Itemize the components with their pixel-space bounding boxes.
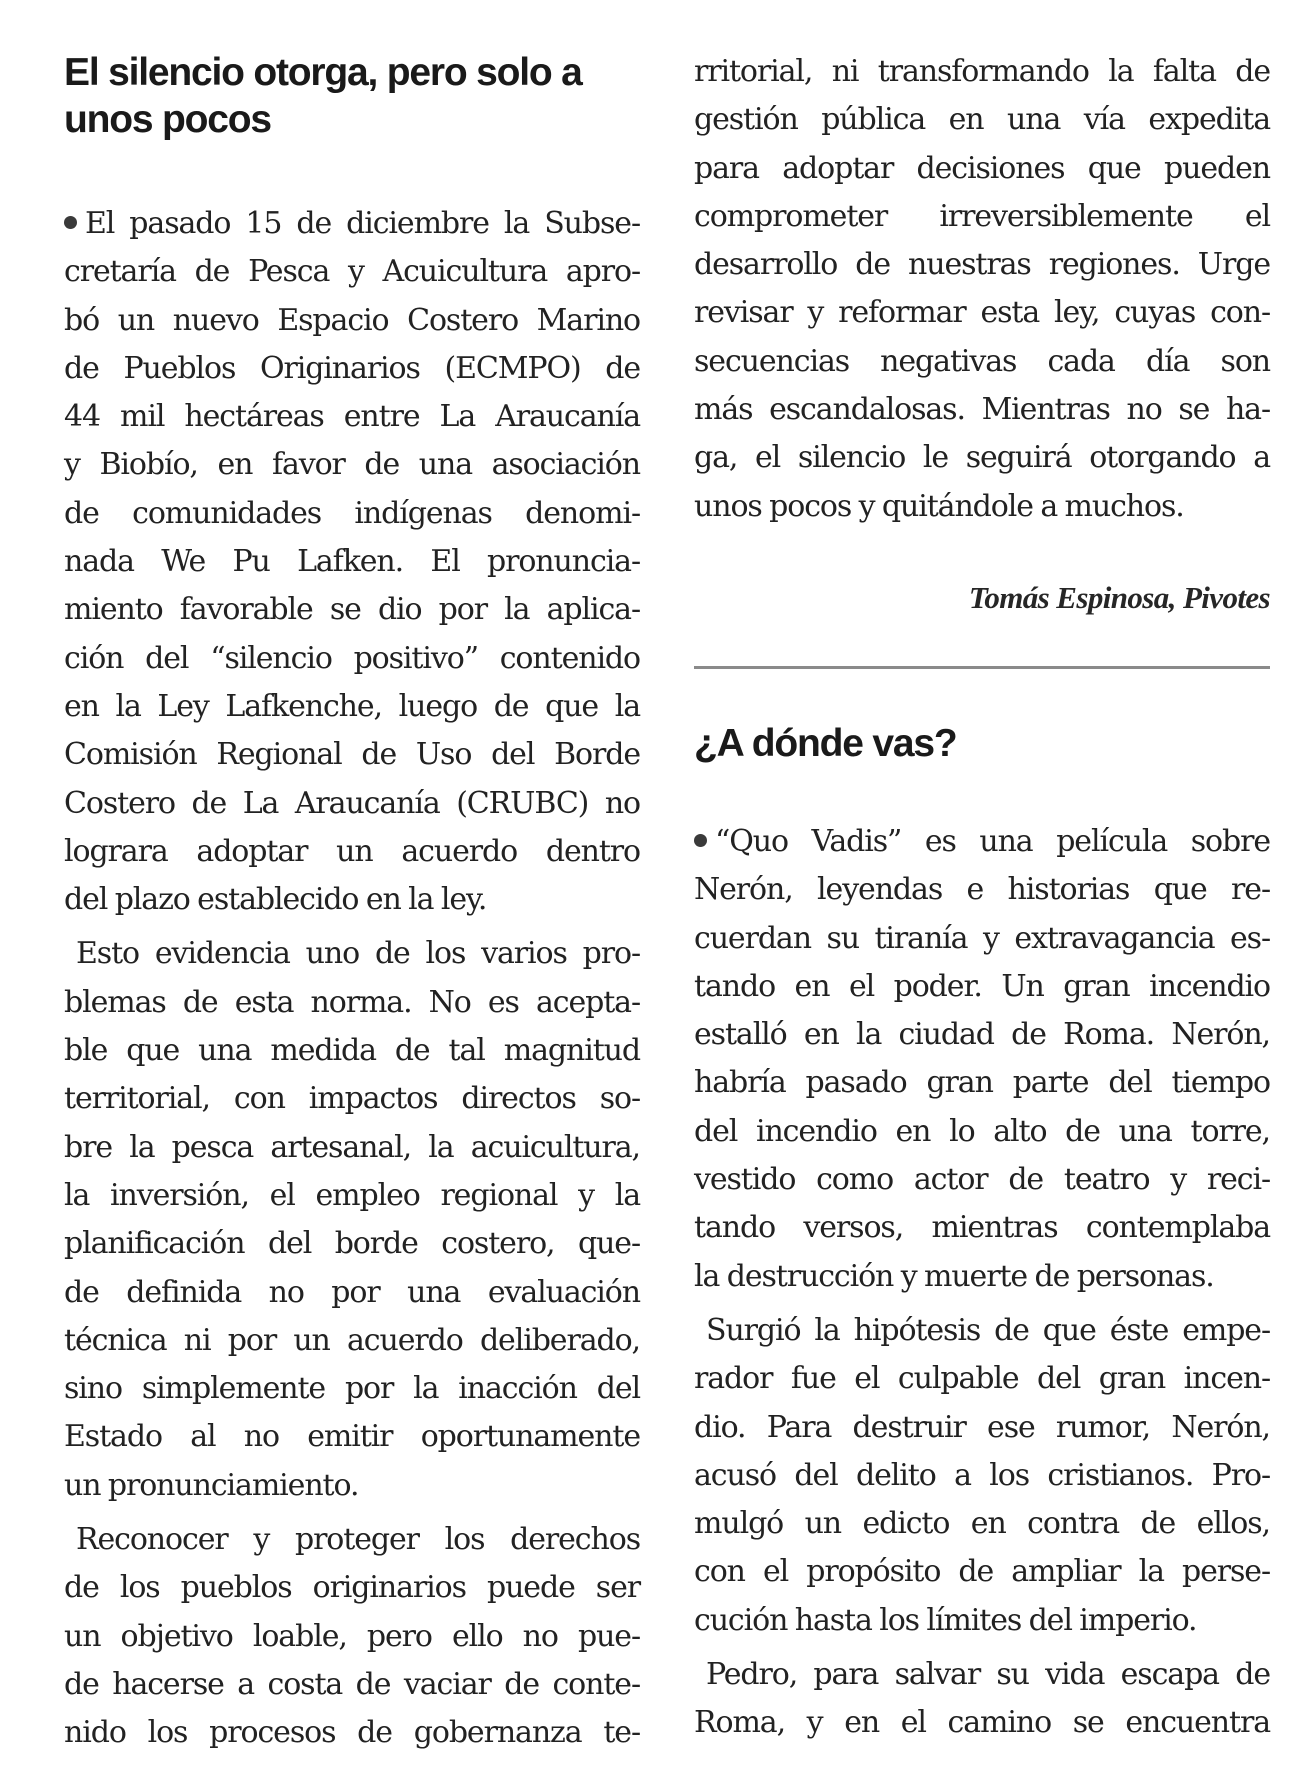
bullet-icon xyxy=(694,834,707,847)
text-line: ble que una medida de tal magnitud xyxy=(64,1033,640,1069)
article-2-paragraph-3 xyxy=(694,1651,1270,1748)
text-line: vestido como actor de teatro y reci- xyxy=(694,1162,1270,1198)
text-line: ga, el silencio le seguirá otorgando a xyxy=(694,440,1270,476)
text-line: miento favorable se dio por la aplica- xyxy=(64,592,640,628)
text-line: habría pasado gran parte del tiempo xyxy=(694,1065,1270,1101)
text-line: Costero de La Araucanía (CRUBC) no xyxy=(64,785,640,821)
text-line: de Pueblos Originarios (ECMPO) de xyxy=(64,350,640,386)
text-line: un pronunciamiento. xyxy=(64,1467,359,1503)
text-line: del incendio en lo alto de una torre, xyxy=(694,1113,1270,1149)
text-line: revisar y reformar esta ley, cuyas con- xyxy=(694,295,1270,331)
article-divider xyxy=(694,666,1270,669)
text-line: y Biobío, en favor de una asociación xyxy=(64,447,640,483)
text-line: comprometer irreversiblemente el xyxy=(694,198,1270,234)
text-line: bó un nuevo Espacio Costero Marino xyxy=(64,302,640,338)
text-line: ción del “silencio positivo” contenido xyxy=(64,640,640,676)
text-line: lograra adoptar un acuerdo dentro xyxy=(64,833,640,869)
text-line: secuencias negativas cada día son xyxy=(694,343,1270,379)
text-line: Roma, y en el camino se encuentra xyxy=(694,1705,1270,1741)
text-line: de comunidades indígenas denomi- xyxy=(64,495,640,531)
article-2-paragraph-1 xyxy=(694,818,1270,1301)
article-1-body xyxy=(64,200,640,1758)
article-1-paragraph-1 xyxy=(64,200,640,924)
text-line: sino simplemente por la inacción del xyxy=(64,1371,640,1407)
text-line: Comisión Regional de Uso del Borde xyxy=(64,737,640,773)
text-line: territorial, con impactos directos so- xyxy=(64,1081,640,1117)
article-1-headline xyxy=(64,49,640,143)
text-line: para adoptar decisiones que pueden xyxy=(694,150,1270,186)
article-2-paragraph-2 xyxy=(694,1307,1270,1645)
article-1-paragraph-3 xyxy=(64,1516,640,1757)
text-line: mulgó un edicto en contra de ellos, xyxy=(694,1506,1270,1542)
article-2-headline: ¿A dónde vas? xyxy=(694,722,957,765)
text-line: gestión pública en una vía expedita xyxy=(694,102,1270,138)
text-line: en la Ley Lafkenche, luego de que la xyxy=(64,688,640,724)
text-line: cución hasta los límites del imperio. xyxy=(694,1602,1197,1638)
text-line: 44 mil hectáreas entre La Araucanía xyxy=(64,399,640,435)
text-line: Estado al no emitir oportunamente xyxy=(64,1419,640,1455)
text-line: cuerdan su tiranía y extravagancia es- xyxy=(694,920,1270,956)
text-line: El pasado 15 de diciembre la Subse- xyxy=(64,200,640,248)
text-line: nido los procesos de gobernanza te- xyxy=(64,1715,640,1751)
text-line: de definida no por una evaluación xyxy=(64,1274,640,1310)
text-line: más escandalosas. Mientras no se ha- xyxy=(694,392,1270,428)
text-line: un objetivo loable, pero ello no pue- xyxy=(64,1618,640,1654)
text-line: con el propósito de ampliar la perse- xyxy=(694,1554,1270,1590)
text-line: bre la pesca artesanal, la acuicultura, xyxy=(64,1129,640,1165)
text-line: rritorial, ni transformando la falta de xyxy=(694,54,1270,89)
text-line: unos pocos y quitándole a muchos. xyxy=(694,488,1184,524)
text-line: “Quo Vadis” es una película sobre xyxy=(694,818,1270,866)
text-line: blemas de esta norma. No es acepta- xyxy=(64,984,640,1020)
left-column xyxy=(64,0,640,1751)
text-line: la inversión, el empleo regional y la xyxy=(64,1177,640,1213)
article-1-continuation xyxy=(694,48,1270,531)
text-line: acusó del delito a los cristianos. Pro- xyxy=(694,1457,1270,1493)
text-line: técnica ni por un acuerdo deliberado, xyxy=(64,1322,640,1358)
text-line: nada We Pu Lafken. El pronuncia- xyxy=(64,544,640,580)
text-line: estalló en la ciudad de Roma. Nerón, xyxy=(694,1017,1270,1053)
text-line: rador fue el culpable del gran incen- xyxy=(694,1361,1270,1397)
text-line: Nerón, leyendas e historias que re- xyxy=(694,872,1270,908)
text-line: de los pueblos originarios puede ser xyxy=(64,1570,640,1606)
text-line: Esto evidencia uno de los varios pro- xyxy=(76,936,640,972)
text-line: cretaría de Pesca y Acuicultura apro- xyxy=(64,254,640,290)
article-1-headline-line-1: El silencio otorga, pero solo a xyxy=(64,51,582,94)
text-line: de hacerse a costa de vaciar de conte- xyxy=(64,1666,640,1702)
text-line: la destrucción y muerte de personas. xyxy=(694,1258,1214,1294)
text-line: del plazo establecido en la ley. xyxy=(64,882,487,918)
text-line: Surgió la hipótesis de que éste empe- xyxy=(706,1312,1270,1348)
text-line: dio. Para destruir ese rumor, Nerón, xyxy=(694,1409,1270,1445)
text-line: Reconocer y proteger los derechos xyxy=(76,1522,640,1558)
article-1-paragraph-2 xyxy=(64,930,640,1510)
text-line: tando en el poder. Un gran incendio xyxy=(694,968,1270,1004)
bullet-icon xyxy=(64,216,77,229)
article-2-body xyxy=(694,818,1270,1748)
text-line: desarrollo de nuestras regiones. Urge xyxy=(694,247,1270,283)
text-line: Pedro, para salvar su vida escapa de xyxy=(706,1657,1270,1693)
article-1-headline-line-2: unos pocos xyxy=(64,98,271,141)
article-1-signature: Tomás Espinosa, Pivotes xyxy=(968,580,1270,615)
text-line: planificación del borde costero, que- xyxy=(64,1226,640,1262)
text-line: tando versos, mientras contemplaba xyxy=(694,1210,1270,1246)
